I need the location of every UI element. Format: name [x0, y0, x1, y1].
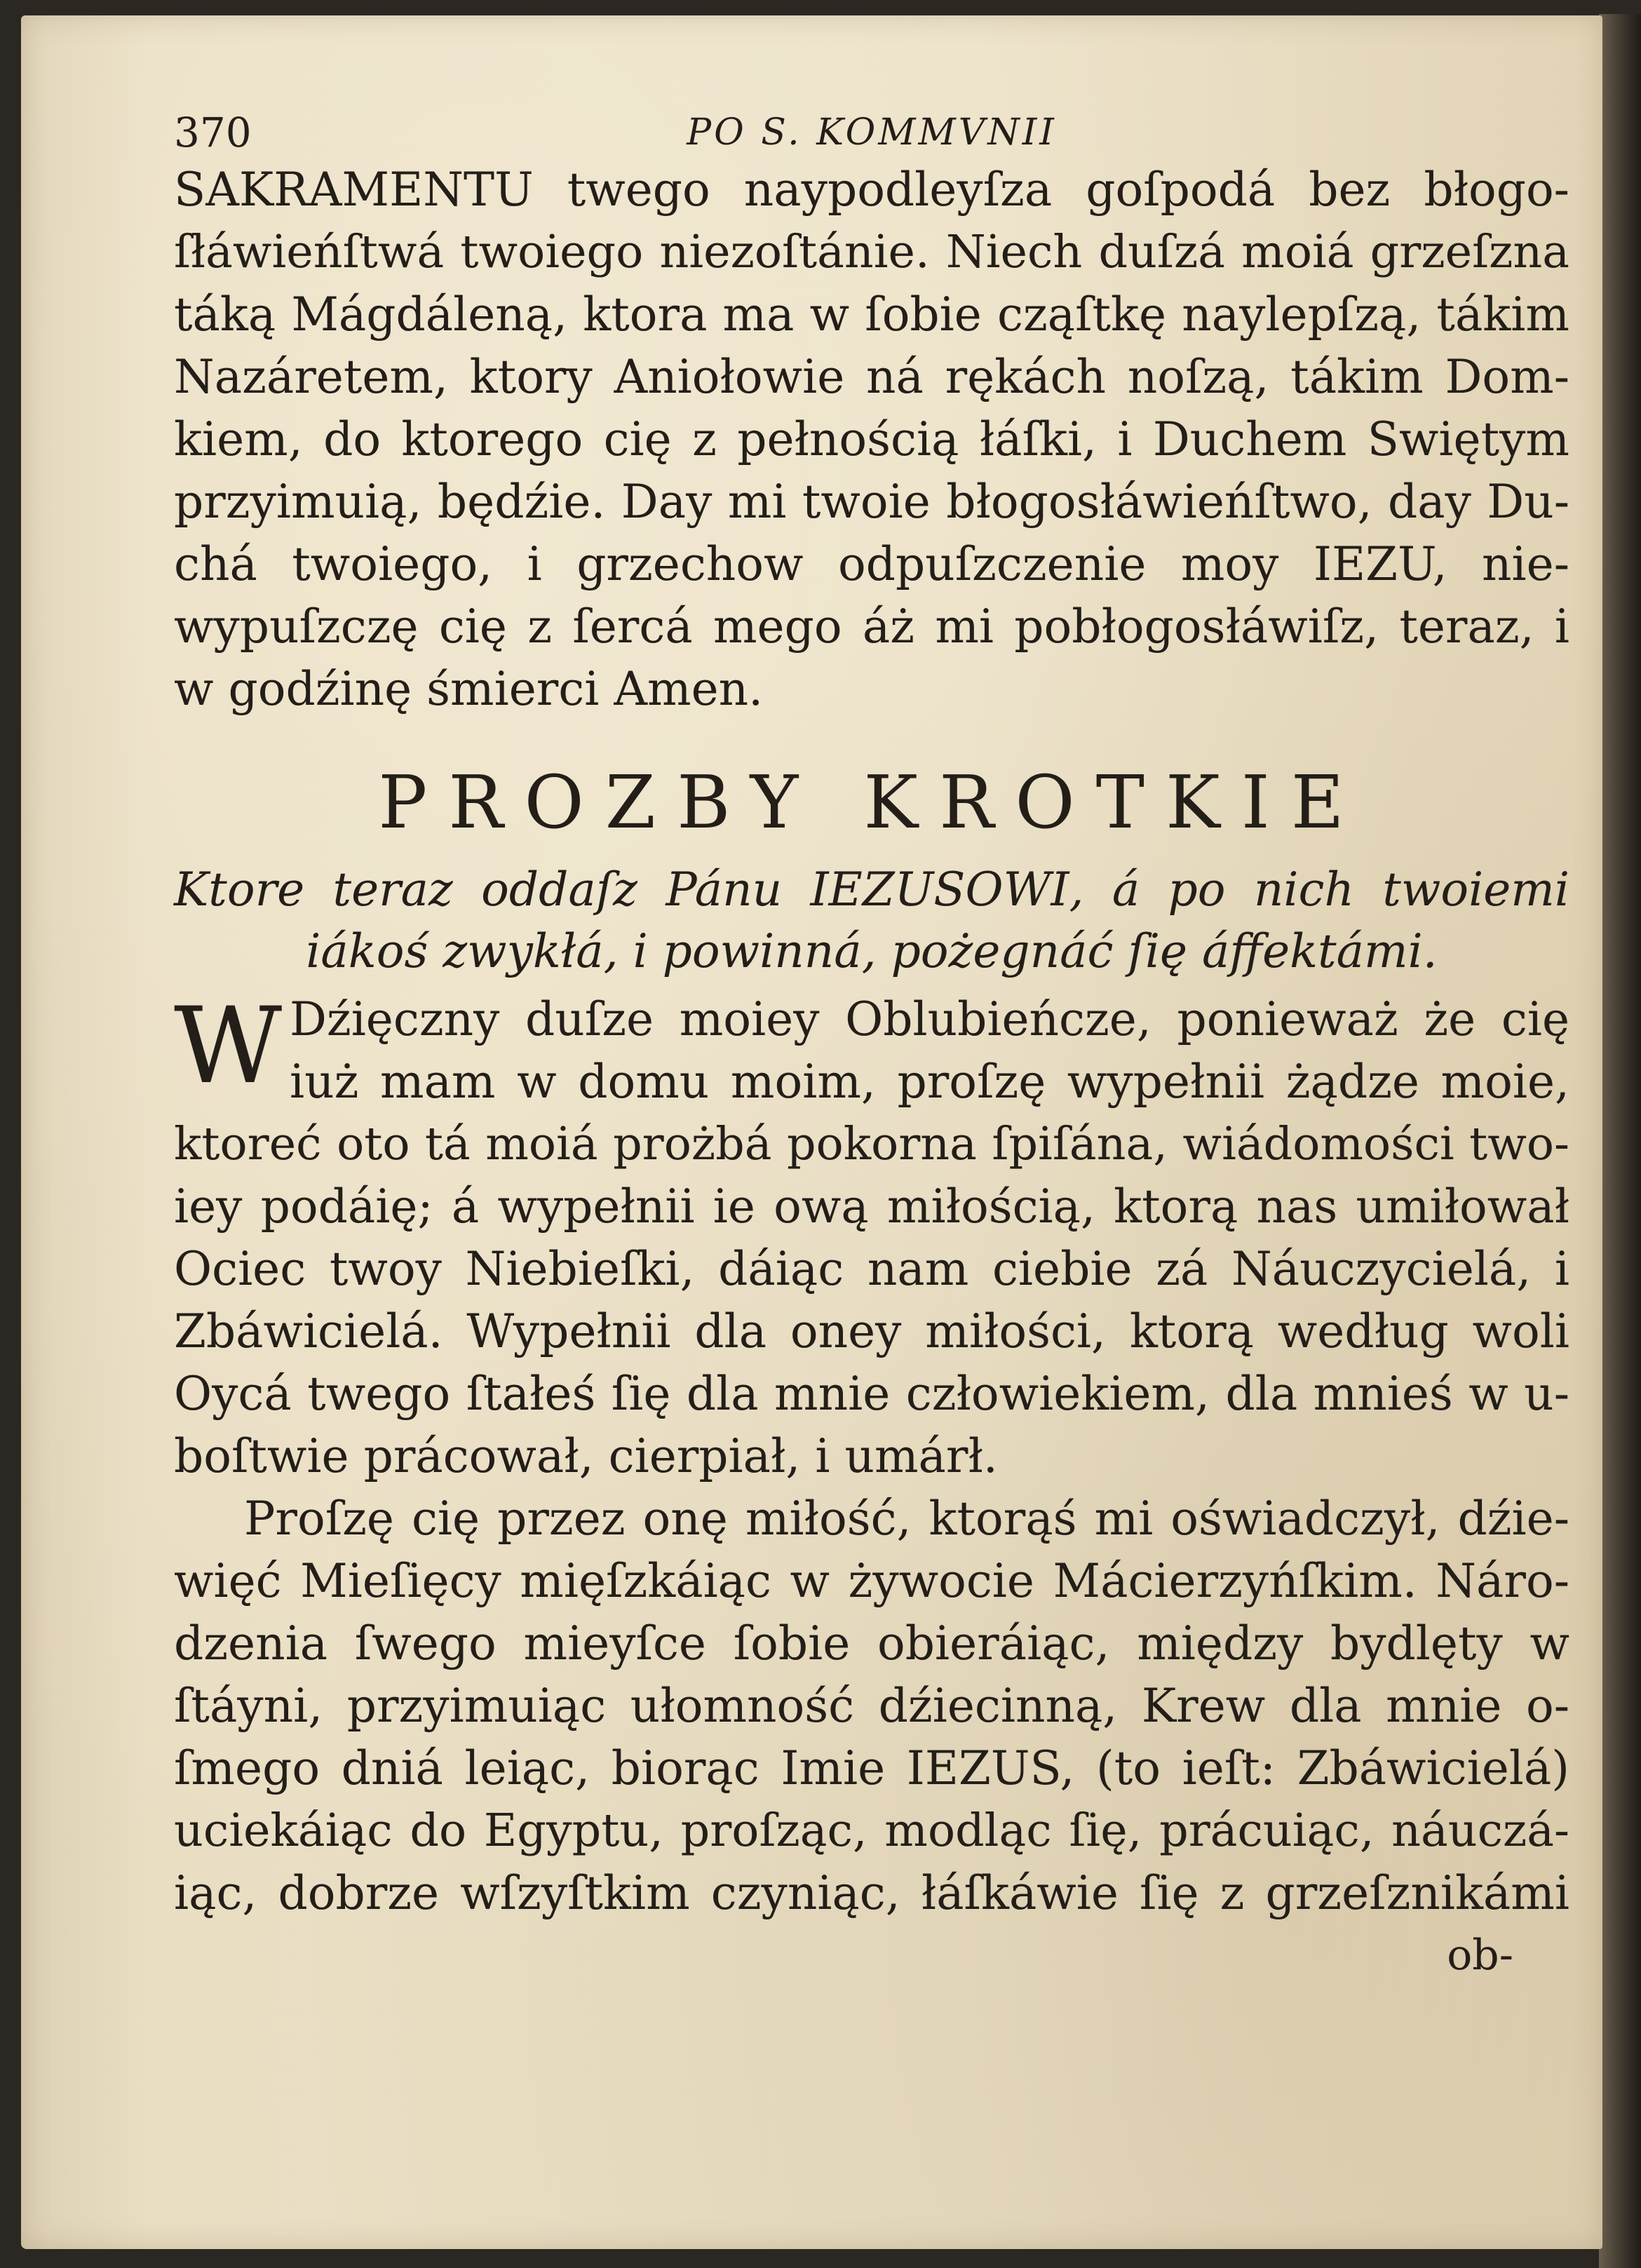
paragraph-1	[174, 158, 1569, 720]
text-line: kiem, do ktorego cię z pełnością łáſki, i Duchem Swiętym	[174, 412, 1569, 466]
text-line: iey podáię; á wypełnii ie ową miłością, ktorą nas umiłował	[174, 1180, 1569, 1234]
paragraph-2	[174, 985, 1569, 1487]
text-line: w godźinę śmierci Amen.	[174, 662, 764, 716]
text-line: uciekáiąc do Egyptu, proſząc, modląc ſię, prácuiąc, náuczá-	[174, 1804, 1569, 1857]
running-title: PO S. KOMMVNII	[687, 112, 1057, 154]
running-head	[174, 107, 1569, 158]
paragraph-3	[174, 1487, 1569, 1924]
text-line: Oycá twego ſtałeś ſię dla mnie człowiekiem, dla mnieś w u-	[174, 1367, 1569, 1421]
section-subtitle-line: Ktore teraz oddaſz Pánu IEZUSOWI, á po nich twoiemi	[174, 863, 1569, 917]
text-line: wypuſzczę cię z ſercá mego áż mi pobłogosłáwiſz, teraz, i	[174, 600, 1569, 654]
text-line: Dźięczny duſze moiey Oblubieńcze, ponieważ że cię	[290, 992, 1569, 1046]
text-line: iuż mam w domu moim, proſzę wypełnii żądze moie,	[290, 1055, 1569, 1109]
text-line: więć Mieſięcy mięſzkáiąc w żywocie Mácierzyńſkim. Náro-	[174, 1554, 1569, 1608]
section-subtitle-line: iákoś zwykłá, i powinná, pożegnáć ſię áffektámi.	[306, 924, 1438, 978]
text-line: Nazáretem, ktory Aniołowie ná rękách noſzą, tákim Dom-	[174, 350, 1569, 404]
text-line: przyimuią, będźie. Day mi twoie błogosłáwieńſtwo, day Du-	[174, 475, 1569, 529]
text-line: ſmego dniá leiąc, biorąc Imie IEZUS, (to ieſt: Zbáwicielá)	[174, 1741, 1569, 1795]
page-number: 370	[174, 109, 252, 156]
text-line: Proſzę cię przez onę miłość, ktorąś mi oświadczył, dźie-	[244, 1492, 1569, 1546]
text-line: SAKRAMENTU twego naypodleyſza goſpodá bez błogo-	[174, 163, 1569, 217]
text-line: ſtáyni, przyimuiąc ułomność dźiecinną, Krew dla mnie o-	[174, 1679, 1569, 1733]
page-sheet	[21, 15, 1602, 2249]
text-line: boſtwie prácował, cierpiał, i umárł.	[174, 1429, 998, 1483]
text-block	[174, 107, 1569, 1987]
text-line: ſłáwieńſtwá twoiego niezoſtánie. Niech duſzá moiá grzeſzna	[174, 226, 1569, 278]
text-line: Zbáwicielá. Wypełnii dla oney miłości, ktorą według woli	[174, 1304, 1569, 1358]
drop-cap: W	[174, 985, 283, 1107]
text-line: táką Mágdáleną, ktora ma w ſobie cząſtkę naylepſzą, tákim	[174, 288, 1569, 342]
text-line: chá twoiego, i grzechow odpuſzczenie moy IEZU, nie-	[174, 537, 1569, 591]
text-line: Ociec twoy Niebieſki, dáiąc nam ciebie zá Náuczycielá, i	[174, 1242, 1569, 1296]
book-spine-edge	[1599, 14, 1641, 2268]
catchword: ob-	[1447, 1931, 1513, 1980]
text-line: ktoreć oto tá moiá prożbá pokorna ſpiſána, wiádomości two-	[174, 1118, 1569, 1170]
text-line: iąc, dobrze wſzyſtkim czyniąc, łáſkáwie ſię z grzeſznikámi	[174, 1866, 1569, 1920]
section-heading: PROZBY KROTKIE	[378, 760, 1365, 845]
text-line: dzenia ſwego mieyſce ſobie obieráiąc, między bydlęty w	[174, 1616, 1569, 1670]
